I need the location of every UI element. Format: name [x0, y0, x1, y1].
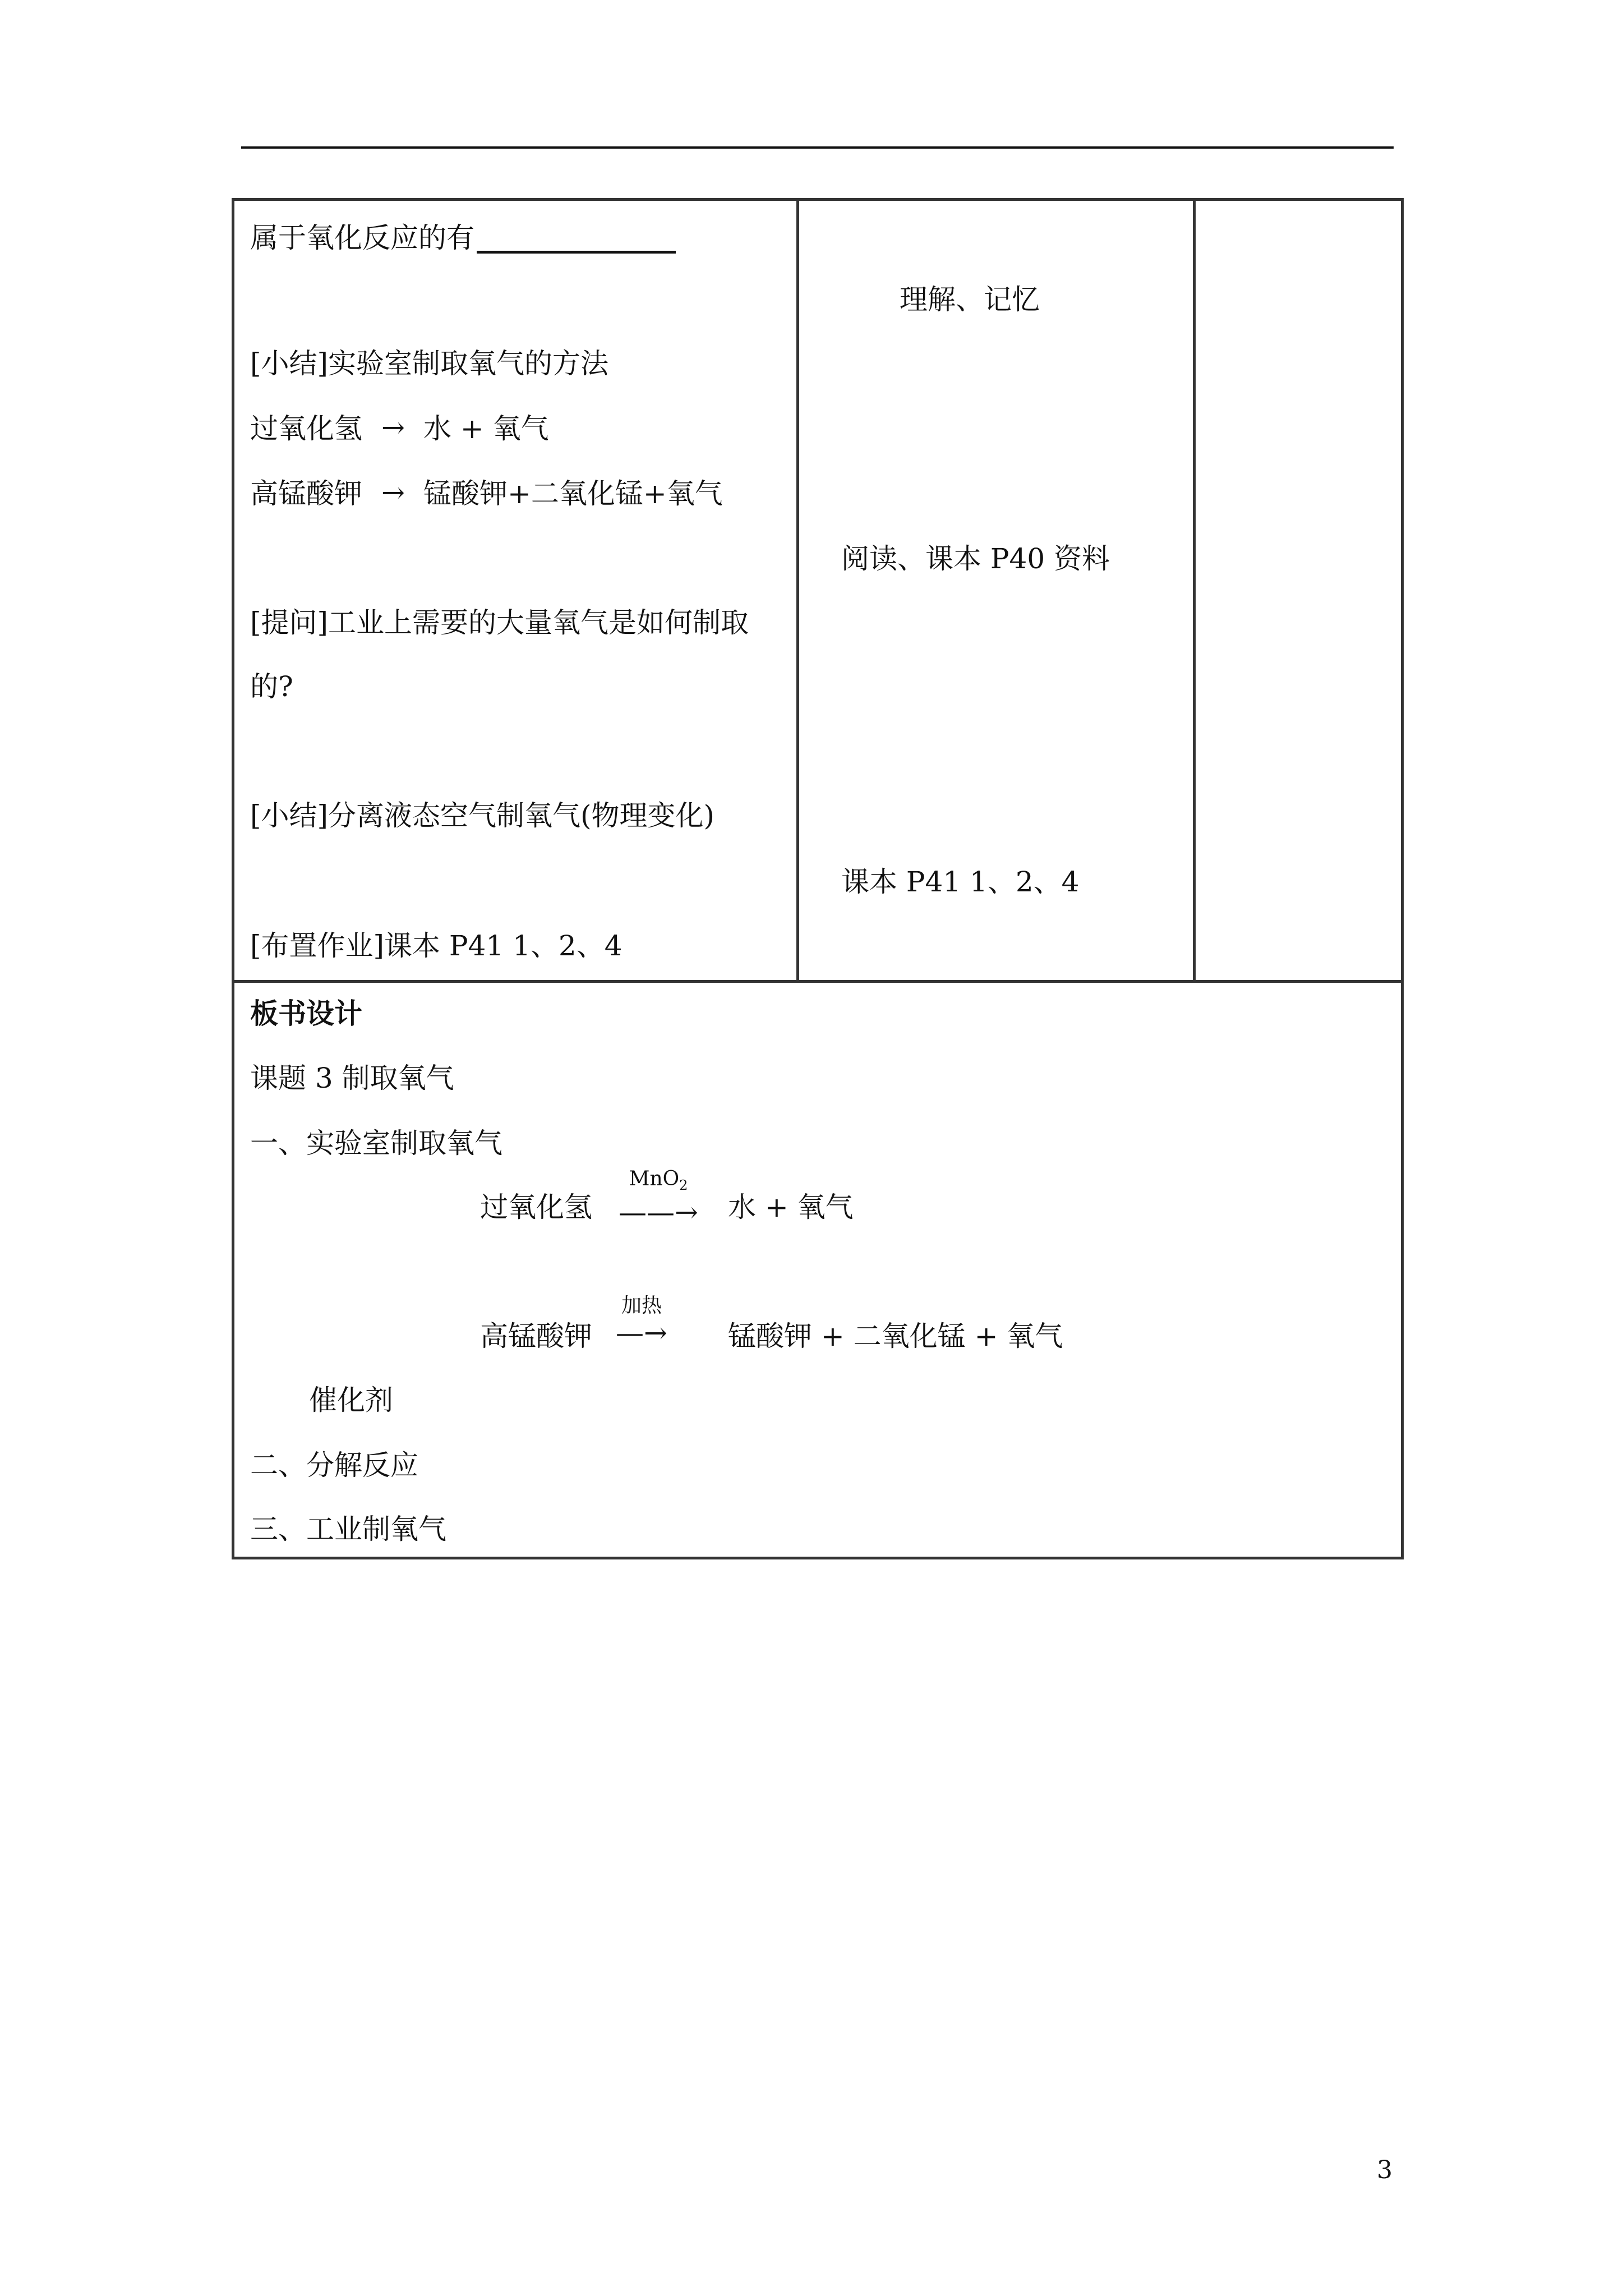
header-rule: [241, 146, 1394, 149]
summary1-heading: [小结]实验室制取氧气的方法: [250, 347, 609, 380]
section-1: 一、实验室制取氧气: [250, 1127, 502, 1159]
board-eq2-products: 锰酸钾 + 二氧化锰 + 氧气: [728, 1320, 1063, 1352]
activity-homework: 课本 P41 1、2、4: [841, 866, 1080, 898]
column-divider-2: [1193, 201, 1196, 980]
column-divider-1: [796, 201, 799, 980]
question-line-2: 的?: [250, 670, 293, 703]
answer-blank: [477, 223, 676, 254]
eq2-products: 锰酸钾+二氧化锰+氧气: [423, 477, 723, 510]
section-3: 三、工业制氧气: [250, 1513, 446, 1545]
question-line-1: [提问]工业上需要的大量氧气是如何制取: [250, 606, 749, 639]
oxidation-prompt: 属于氧化反应的有: [250, 222, 676, 254]
board-eq2-reactant: 高锰酸钾: [480, 1320, 592, 1352]
catalyst-condition: MnO$_2$: [629, 1167, 688, 1194]
right-arrow-icon: →: [381, 411, 405, 444]
eq1-reactant: 过氧化氢: [250, 412, 362, 445]
lesson-table: [232, 198, 1404, 1559]
lesson-title: 课题 3 制取氧气: [250, 1062, 454, 1094]
homework: [布置作业]课本 P41 1、2、4: [250, 930, 623, 962]
page-number: 3: [1377, 2156, 1393, 2184]
board-eq1-arrow: [614, 1168, 703, 1228]
board-design-heading: 板书设计: [250, 997, 362, 1030]
short-arrow-icon: —→: [616, 1317, 667, 1349]
heat-condition: 加热: [621, 1294, 662, 1317]
row-divider: [234, 980, 1401, 983]
board-eq1-products: 水 + 氧气: [728, 1191, 854, 1223]
eq2-reactant: 高锰酸钾: [250, 477, 362, 510]
activity-understand: 理解、记忆: [900, 283, 1040, 316]
long-arrow-icon: ——→: [619, 1196, 698, 1229]
board-eq2-arrow: [614, 1295, 670, 1349]
catalyst-label: 催化剂: [309, 1384, 393, 1416]
right-arrow-icon: →: [381, 476, 405, 509]
summary2: [小结]分离液态空气制氧气(物理变化): [250, 799, 715, 832]
eq1-products: 水 + 氧气: [423, 412, 549, 445]
section-2: 二、分解反应: [250, 1449, 418, 1481]
board-eq1-reactant: 过氧化氢: [480, 1191, 592, 1223]
activity-read: 阅读、课本 P40 资料: [841, 542, 1110, 575]
